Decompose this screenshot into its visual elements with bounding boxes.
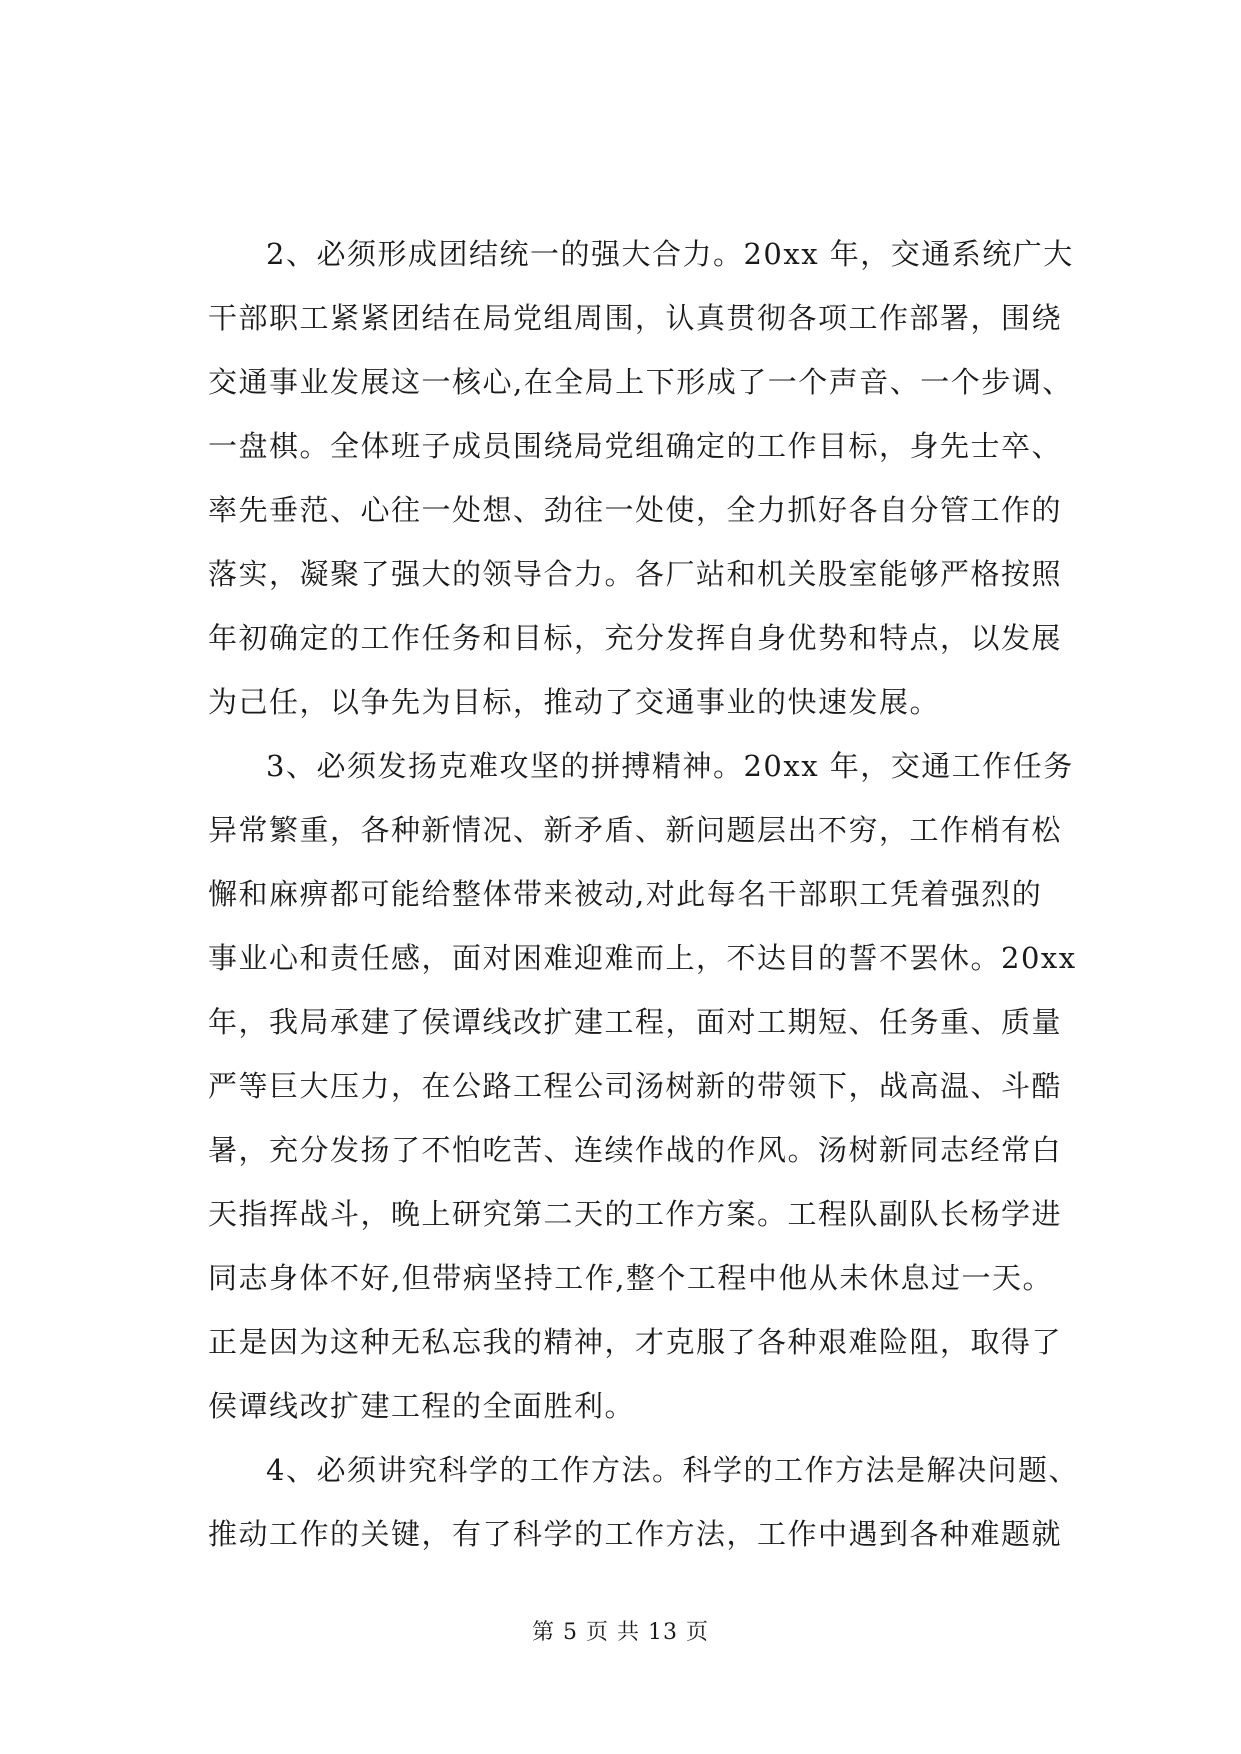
paragraph-3-line-3: 懈和麻痹都可能给整体带来被动,对此每名干部职工凭着强烈的 bbox=[208, 877, 1043, 911]
paragraph-3-line-9: 同志身体不好,但带病坚持工作,整个工程中他从未休息过一天。 bbox=[208, 1261, 1053, 1295]
paragraph-3-line-6: 严等巨大压力，在公路工程公司汤树新的带领下，战高温、斗酷 bbox=[208, 1069, 1063, 1103]
paragraph-3-line-1: 3、必须发扬克难攻坚的拼搏精神。20xx 年，交通工作任务 bbox=[266, 749, 1074, 783]
paragraph-2-line-1: 2、必须形成团结统一的强大合力。20xx 年，交通系统广大 bbox=[266, 237, 1074, 271]
paragraph-4-line-2: 推动工作的关键，有了科学的工作方法，工作中遇到各种难题就 bbox=[208, 1517, 1063, 1551]
paragraph-2-line-3: 交通事业发展这一核心,在全局上下形成了一个声音、一个步调、 bbox=[208, 365, 1073, 399]
paragraph-3-line-10: 正是因为这种无私忘我的精神，才克服了各种艰难险阻，取得了 bbox=[208, 1325, 1063, 1359]
paragraph-2-line-7: 年初确定的工作任务和目标，充分发挥自身优势和特点，以发展 bbox=[208, 621, 1063, 655]
paragraph-2-line-8: 为己任，以争先为目标，推动了交通事业的快速发展。 bbox=[208, 685, 941, 719]
page-number-footer: 第 5 页 共 13 页 bbox=[532, 1620, 709, 1645]
paragraph-3-line-4: 事业心和责任感，面对困难迎难而上，不达目的誓不罢休。20xx bbox=[208, 941, 1077, 975]
paragraph-3-line-2: 异常繁重，各种新情况、新矛盾、新问题层出不穷，工作梢有松 bbox=[208, 813, 1063, 847]
paragraph-3-line-8: 天指挥战斗，晚上研究第二天的工作方案。工程队副队长杨学进 bbox=[208, 1197, 1063, 1231]
paragraph-2-line-6: 落实，凝聚了强大的领导合力。各厂站和机关股室能够严格按照 bbox=[208, 557, 1063, 591]
document-body bbox=[208, 234, 1088, 1578]
paragraph-4-line-1: 4、必须讲究科学的工作方法。科学的工作方法是解决问题、 bbox=[266, 1453, 1079, 1487]
paragraph-2-line-5: 率先垂范、心往一处想、劲往一处使，全力抓好各自分管工作的 bbox=[208, 493, 1063, 527]
paragraph-2-line-4: 一盘棋。全体班子成员围绕局党组确定的工作目标，身先士卒、 bbox=[208, 429, 1063, 463]
paragraph-3-line-5: 年，我局承建了侯谭线改扩建工程，面对工期短、任务重、质量 bbox=[208, 1005, 1063, 1039]
paragraph-3-line-7: 暑，充分发扬了不怕吃苦、连续作战的作风。汤树新同志经常白 bbox=[208, 1133, 1063, 1167]
paragraph-3-line-11: 侯谭线改扩建工程的全面胜利。 bbox=[208, 1389, 636, 1423]
paragraph-2-line-2: 干部职工紧紧团结在局党组周围，认真贯彻各项工作部署，围绕 bbox=[208, 301, 1063, 335]
